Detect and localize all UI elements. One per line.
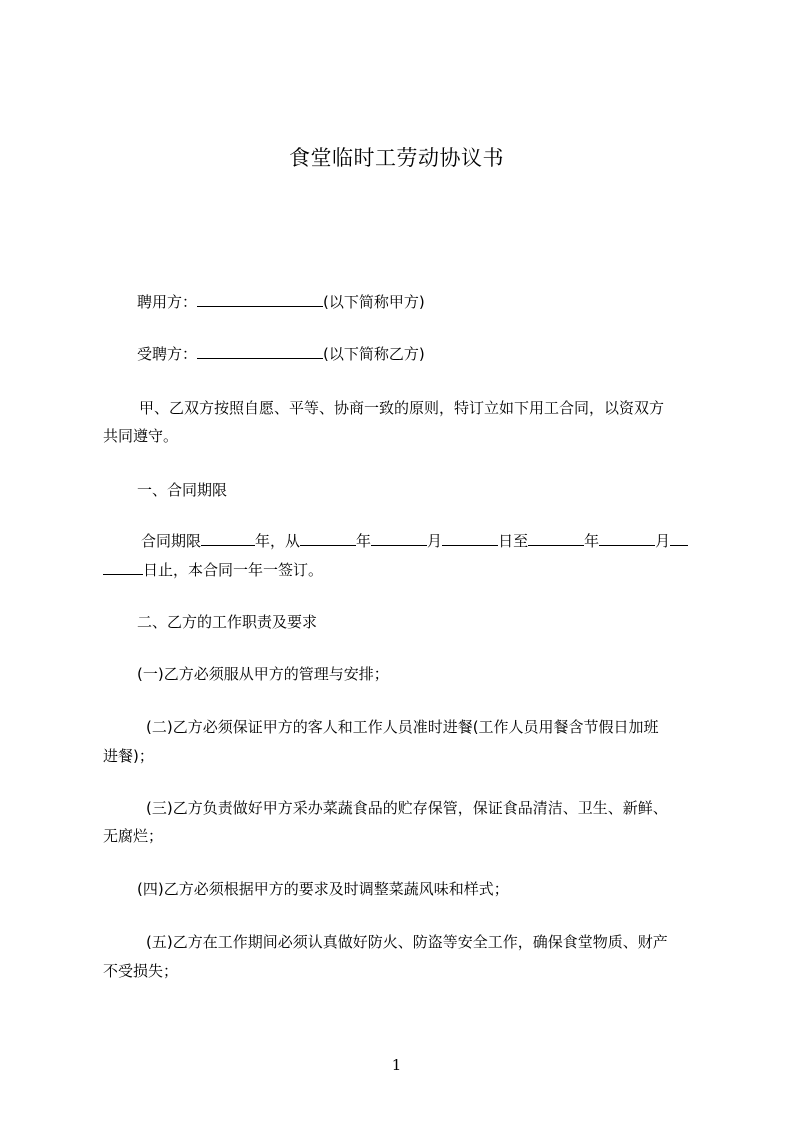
end-day-blank-start — [670, 531, 688, 546]
document-title: 食堂临时工劳动协议书 — [289, 146, 504, 170]
duty-4: (四)乙方必须根据甲方的要求及时调整菜蔬风味和样式； — [137, 880, 509, 898]
end-year-unit: 年 — [584, 532, 600, 550]
end-year-blank — [528, 531, 584, 546]
section-2-heading: 二、乙方的工作职责及要求 — [137, 613, 318, 631]
start-month-unit: 月 — [427, 532, 443, 550]
employer-suffix: (以下简称甲方) — [323, 293, 425, 311]
end-day-blank — [103, 560, 143, 575]
duty-5-line-1: (五)乙方在工作期间必须认真做好防火、防盗等安全工作，确保食堂物质、财产 — [146, 933, 668, 951]
start-year-unit: 年 — [356, 532, 372, 550]
contract-term-line-1 — [0, 531, 793, 551]
employee-name-blank — [197, 344, 323, 359]
term-from-text: 年，从 — [255, 532, 301, 550]
contract-term-line-2 — [0, 560, 793, 580]
start-year-blank — [300, 531, 356, 546]
intro-paragraph-line-1: 甲、乙双方按照自愿、平等、协商一致的原则，特订立如下用工合同，以资双方 — [139, 399, 665, 417]
end-month-blank — [599, 531, 655, 546]
page-number: 1 — [391, 1056, 402, 1074]
employee-label: 受聘方： — [137, 345, 198, 363]
employee-suffix: (以下简称乙方) — [323, 345, 425, 363]
intro-paragraph-line-2: 共同遵守。 — [103, 427, 179, 445]
duty-1: (一)乙方必须服从甲方的管理与安排； — [137, 665, 389, 683]
section-1-heading: 一、合同期限 — [137, 481, 228, 499]
employee-line — [0, 344, 793, 364]
employer-label: 聘用方： — [137, 293, 198, 311]
start-month-blank — [371, 531, 427, 546]
duty-2-line-1: (二)乙方必须保证甲方的客人和工作人员准时进餐(工作人员用餐含节假日加班 — [146, 718, 659, 736]
term-years-blank — [201, 531, 255, 546]
duty-3-line-2: 无腐烂； — [103, 827, 164, 845]
duty-5-line-2: 不受损失； — [103, 962, 179, 980]
start-day-blank — [442, 531, 498, 546]
end-month-unit: 月 — [655, 532, 671, 550]
term-end-text: 日止，本合同一年一签订。 — [143, 561, 324, 579]
employer-line — [0, 292, 793, 312]
duty-3-line-1: (三)乙方负责做好甲方采办菜蔬食品的贮存保管，保证食品清洁、卫生、新鲜、 — [146, 799, 668, 817]
employer-name-blank — [197, 292, 323, 307]
duty-2-line-2: 进餐)； — [103, 747, 154, 765]
term-label: 合同期限 — [141, 532, 202, 550]
start-day-unit: 日至 — [498, 532, 529, 550]
